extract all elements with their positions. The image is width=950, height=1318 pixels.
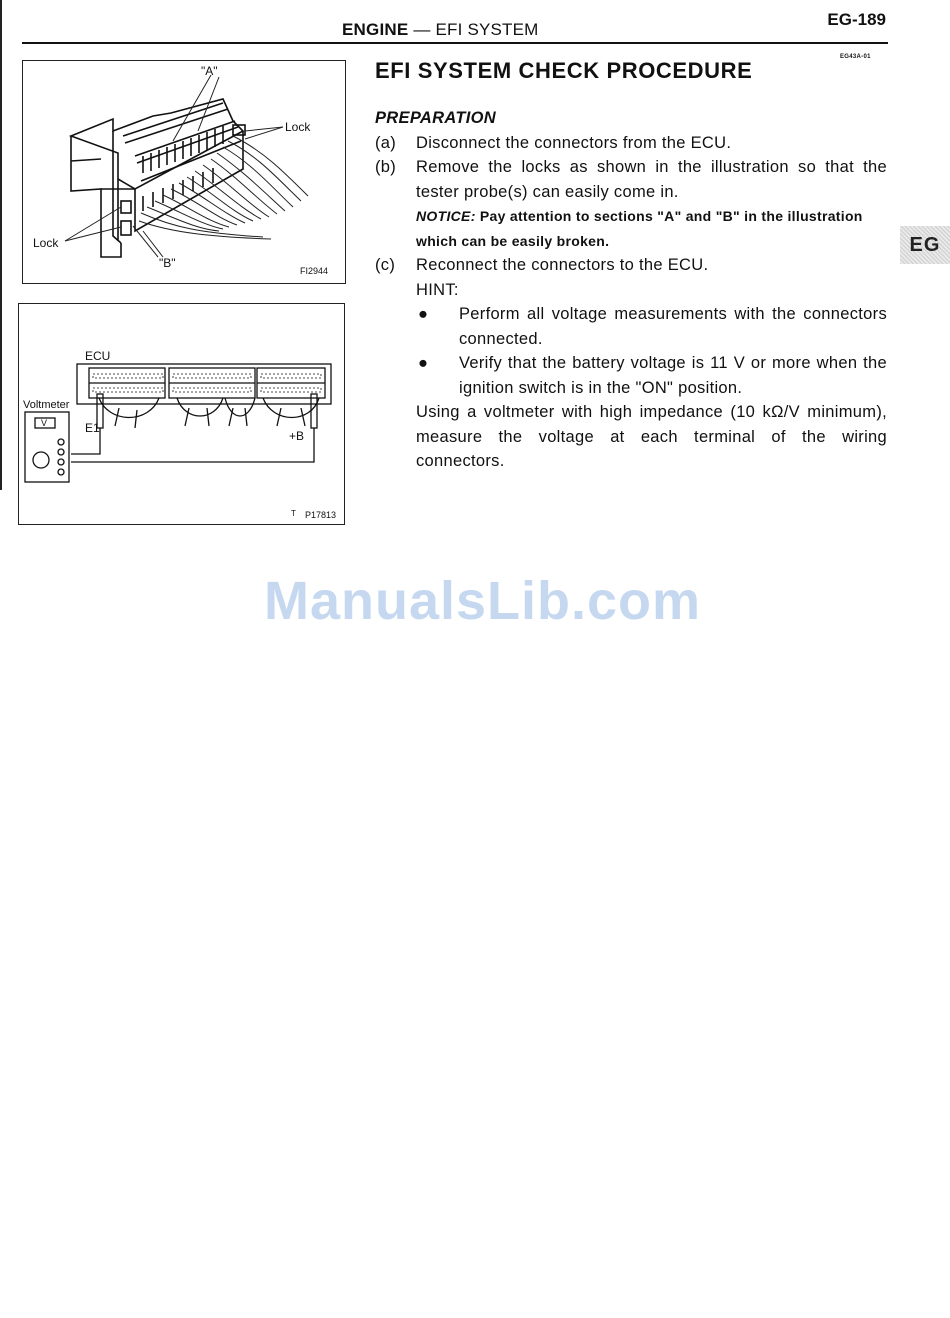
notice [375,204,887,253]
step-a [375,131,887,156]
header-section: ENGINE [342,20,409,39]
ecu-label: ECU [85,349,111,363]
section-tab: EG [900,226,950,264]
hint-item [375,302,887,351]
ecu-voltmeter-illustration [18,303,345,525]
meter-unit: V [41,418,48,428]
notice-label: NOTICE: [416,208,476,224]
figure1-code: FI2944 [300,266,329,276]
page-header [22,10,888,44]
connector-drawing [23,61,345,283]
step-text: Disconnect the connectors from the ECU. [416,133,732,152]
plus-b-label: +B [289,429,305,443]
header-title [342,20,539,40]
hint-text: Verify that the battery voltage is 11 V or more when the ignition switch is in the "ON" position. [459,354,887,397]
step-marker: (a) [375,133,397,152]
e1-label: E1 [85,421,100,435]
figure2-code-prefix: T [291,509,296,518]
label-lock-right: Lock [285,120,311,134]
page-number: EG-189 [827,10,886,29]
preparation-heading: PREPARATION [375,109,496,127]
connector-illustration [22,60,346,284]
label-a: "A" [201,64,218,78]
header-subsection: EFI SYSTEM [435,20,539,39]
left-margin-rule [0,0,2,490]
step-b [375,155,887,204]
label-lock-left: Lock [33,236,59,250]
step-text: Remove the locks as shown in the illustration so that the tester probe(s) can easily come in. [416,158,887,201]
procedure-body [375,106,887,474]
figure2-code: P17813 [305,510,337,520]
watermark: ManualsLib.com [263,571,702,631]
step-marker: (b) [375,158,397,176]
voltmeter-label: Voltmeter [23,399,70,411]
header-separator: — [413,20,431,39]
bullet-icon: ● [418,354,429,372]
reference-code: EG43A-01 [840,54,871,60]
step-c [375,253,887,278]
notice-text: Pay attention to sections "A" and "B" in the illustration which can be easily broken. [416,208,863,249]
page-title: EFI SYSTEM CHECK PROCEDURE [375,58,753,83]
step-text: Reconnect the connectors to the ECU. [416,256,709,274]
bullet-icon: ● [418,305,429,323]
step-marker: (c) [375,256,396,274]
header-rule [22,42,888,44]
ecu-drawing [19,304,344,524]
hint-item [375,351,887,400]
hint-label: HINT: [416,280,459,299]
hint-text: Perform all voltage measurements with the connectors connected. [459,305,887,348]
closing-instruction: Using a voltmeter with high impedance (10 kΩ/V minimum), measure the voltage at each terminal of the wiring connectors. [416,403,887,470]
label-b: "B" [159,256,176,270]
